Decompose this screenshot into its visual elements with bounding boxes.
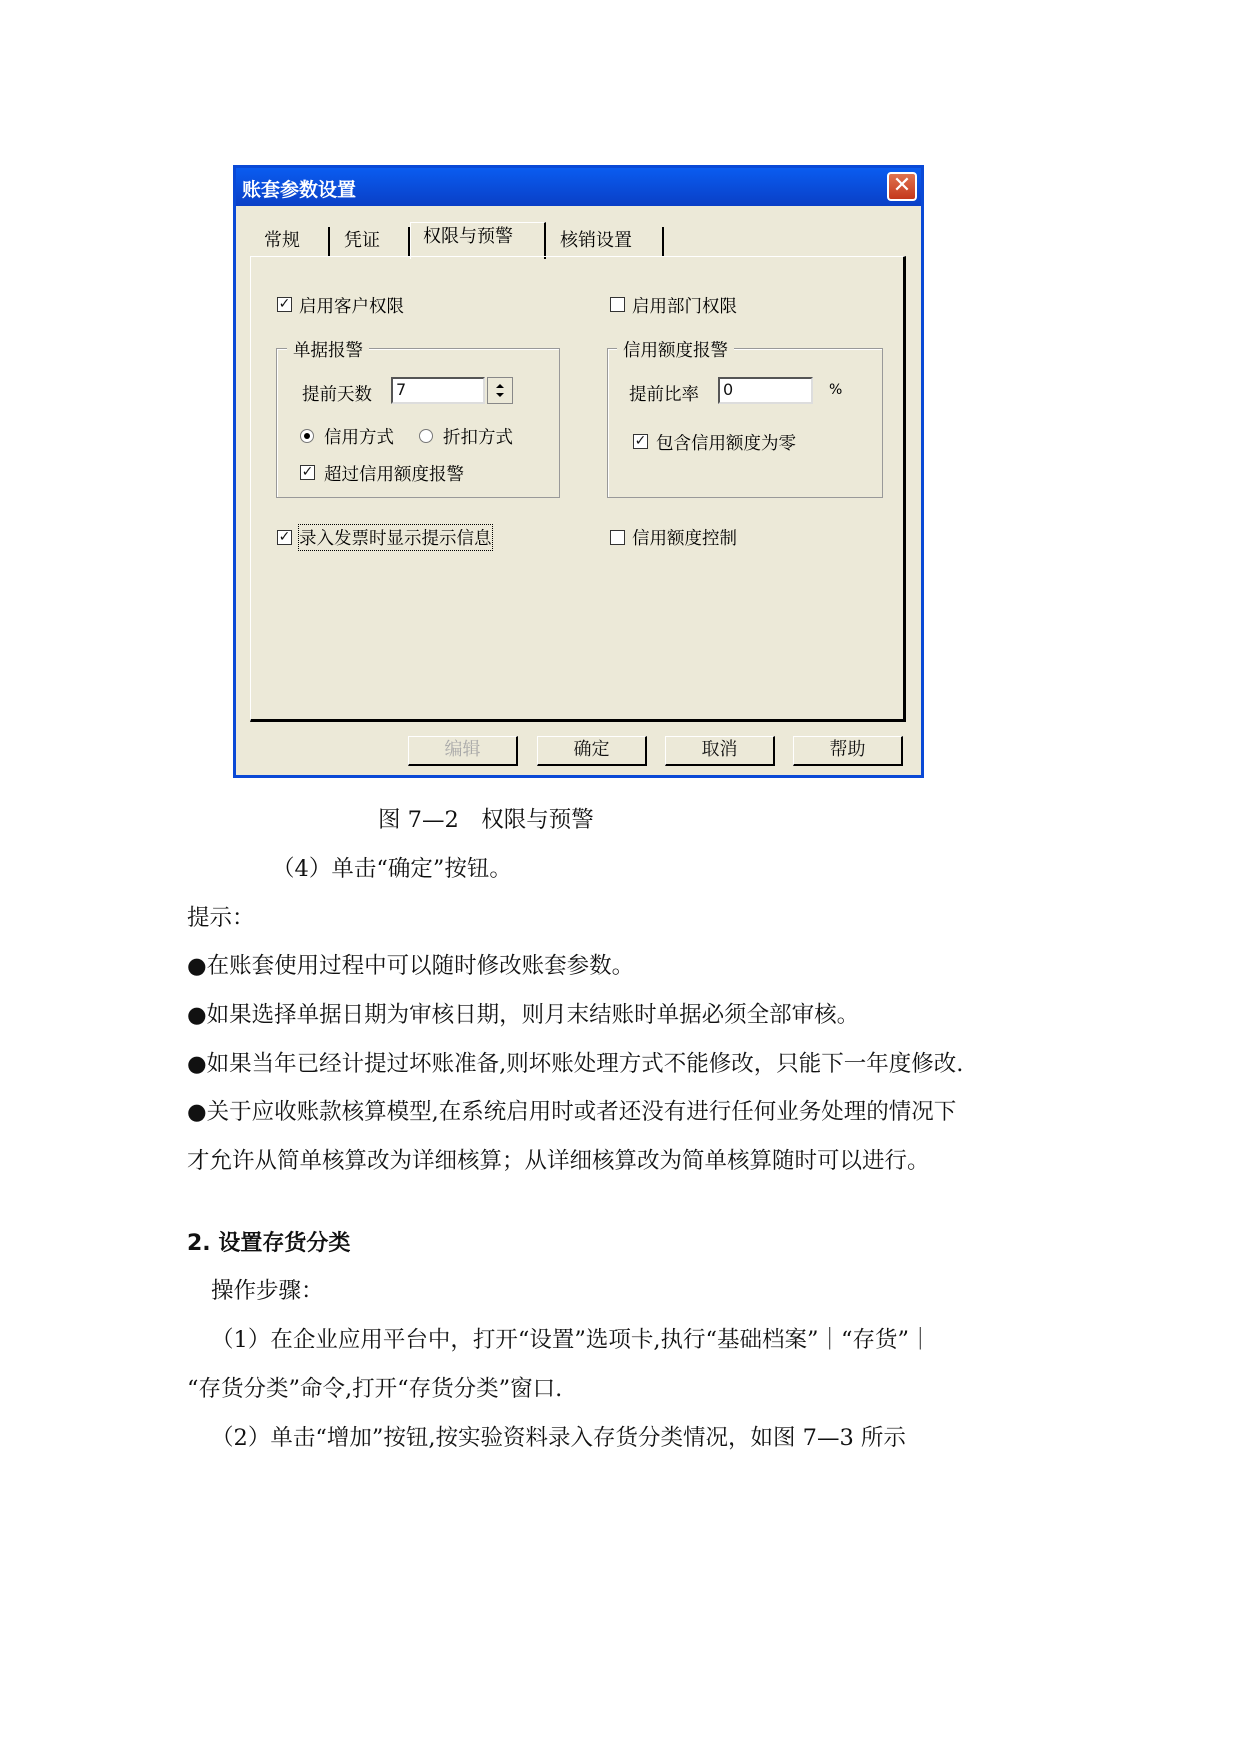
show-invoice-tip-checkbox[interactable] [277,530,292,545]
figure-caption: 图 7—2 权限与预警 [378,807,594,833]
spin-arrows-icon [488,378,512,403]
edit-button[interactable]: 编辑 [408,736,518,766]
days-ahead-input[interactable]: 7 [391,377,485,404]
bullet-1: ●在账套使用过程中可以随时修改账套参数。 [187,953,635,979]
ok-button[interactable]: 确定 [537,736,647,766]
steps-heading: 操作步骤： [211,1278,324,1304]
days-ahead-label: 提前天数 [302,385,372,405]
ratio-ahead-input[interactable]: 0 [718,377,813,404]
check-mark-icon: ✓ [278,529,291,545]
tab-general[interactable] [250,227,330,257]
title-bar[interactable] [236,168,921,206]
check-mark-icon: ✓ [634,433,647,449]
percent-sign: % [829,382,843,398]
close-icon: ✕ [892,173,912,198]
step-4: （4）单击“确定”按钮。 [272,856,512,882]
step-2: （2）单击“增加”按钮,按实验资料录入存货分类情况，如图 7—3 所示 [211,1425,906,1451]
tab-writeoff[interactable] [546,227,664,257]
bullet-4-continued: 才允许从简单核算改为详细核算；从详细核算改为简单核算随时可以进行。 [187,1148,930,1174]
help-button[interactable]: 帮助 [793,736,903,766]
include-zero-credit-checkbox[interactable] [633,434,648,449]
tab-permission-alert[interactable] [410,222,546,259]
step-1-line-2: “存货分类”命令,打开“存货分类”窗口. [187,1376,563,1402]
credit-limit-control-checkbox[interactable] [610,530,625,545]
tab-label: 核销设置 [560,230,632,251]
ratio-ahead-label: 提前比率 [629,385,699,405]
discount-method-label: 折扣方式 [443,428,513,448]
tab-label: 凭证 [344,230,380,251]
enable-department-permission-checkbox[interactable] [610,297,625,312]
credit-method-label: 信用方式 [324,428,394,448]
credit-limit-control-label: 信用额度控制 [632,529,737,549]
enable-customer-permission-label: 启用客户权限 [299,297,404,317]
tab-label: 常规 [264,230,300,251]
dialog-title: 账套参数设置 [242,179,357,201]
tab-voucher[interactable] [330,227,410,257]
tip-heading: 提示： [187,905,255,931]
enable-customer-permission-checkbox[interactable] [277,297,292,312]
credit-method-radio[interactable] [300,429,314,443]
over-credit-alert-checkbox[interactable] [300,465,315,480]
credit-alert-legend: 信用额度报警 [617,337,734,362]
check-mark-icon: ✓ [301,464,314,480]
check-mark-icon: ✓ [278,296,291,312]
credit-alert-group [607,348,883,498]
discount-method-radio[interactable] [419,429,433,443]
over-credit-alert-label: 超过信用额度报警 [324,465,464,485]
tab-label: 权限与预警 [423,226,513,247]
include-zero-credit-label: 包含信用额度为零 [656,434,796,454]
cancel-button[interactable]: 取消 [665,736,775,766]
show-invoice-tip-label: 录入发票时显示提示信息 [299,525,492,550]
close-button[interactable] [887,172,917,201]
section-title: 2. 设置存货分类 [187,1231,351,1256]
days-ahead-stepper[interactable] [487,377,513,404]
step-1-line-1: （1）在企业应用平台中，打开“设置”选项卡,执行“基础档案”｜“存货”｜ [211,1327,932,1353]
bullet-3: ●如果当年已经计提过坏账准备,则坏账处理方式不能修改，只能下一年度修改. [187,1051,964,1077]
bullet-4: ●关于应收账款核算模型,在系统启用时或者还没有进行任何业务处理的情况下 [187,1099,957,1125]
account-params-dialog [233,165,924,778]
document-alert-legend: 单据报警 [287,337,369,362]
bullet-2: ●如果选择单据日期为审核日期，则月末结账时单据必须全部审核。 [187,1002,860,1028]
enable-department-permission-label: 启用部门权限 [632,297,737,317]
